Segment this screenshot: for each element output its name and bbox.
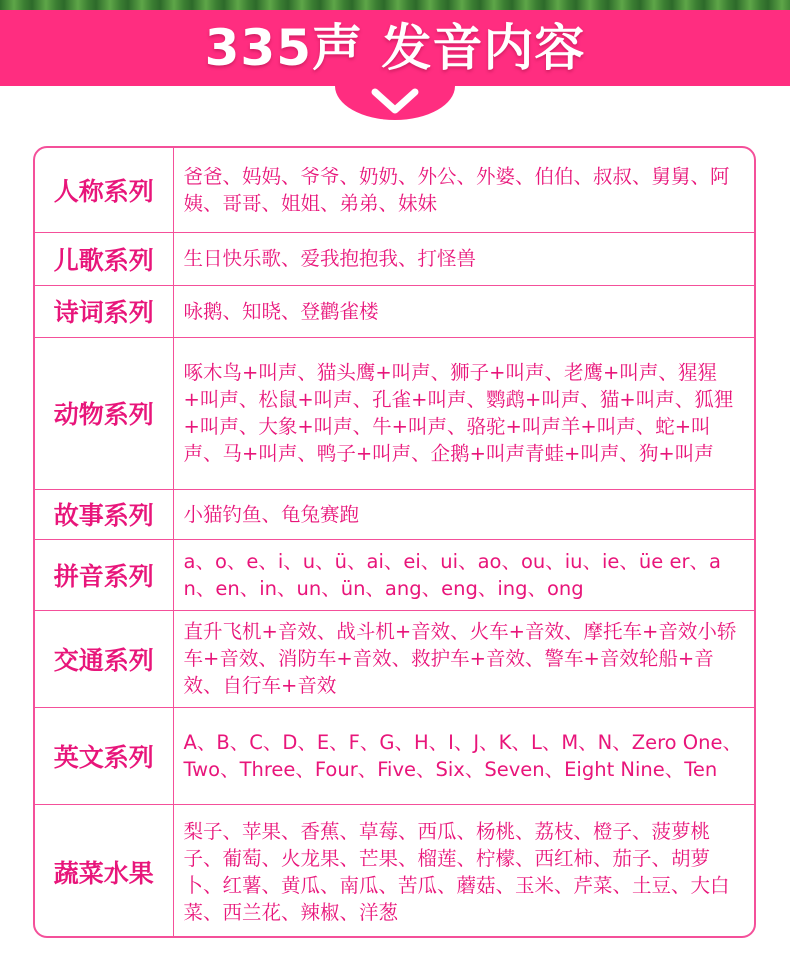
category-content: 梨子、苹果、香蕉、草莓、西瓜、杨桃、荔枝、橙子、菠萝桃子、葡萄、火龙果、芒果、榴莲、柠檬、西红柿、茄子、胡萝卜、红薯、黄瓜、南瓜、苦瓜、蘑菇、玉米、芹菜、土豆、大白菜、西兰花、辣椒、洋葱	[173, 804, 754, 938]
chevron-down-icon	[367, 82, 423, 116]
table-row	[35, 232, 754, 285]
category-content: 咏鹅、知晓、登鹳雀楼	[173, 285, 754, 337]
header-banner	[0, 10, 790, 86]
category-content: 小猫钓鱼、龟兔赛跑	[173, 489, 754, 539]
category-label: 英文系列	[35, 707, 173, 804]
table-row	[35, 285, 754, 337]
table-row	[35, 337, 754, 489]
category-content: 啄木鸟+叫声、猫头鹰+叫声、狮子+叫声、老鹰+叫声、猩猩+叫声、松鼠+叫声、孔雀+叫声、鹦鹉+叫声、猫+叫声、狐狸+叫声、大象+叫声、牛+叫声、骆驼+叫声羊+叫声、蛇+叫声、马+叫声、鸭子+叫声、企鹅+叫声青蛙+叫声、狗+叫声	[173, 337, 754, 489]
table-row	[35, 489, 754, 539]
table-row	[35, 804, 754, 938]
category-label: 拼音系列	[35, 539, 173, 610]
category-content: 直升飞机+音效、战斗机+音效、火车+音效、摩托车+音效小轿车+音效、消防车+音效、救护车+音效、警车+音效轮船+音效、自行车+音效	[173, 610, 754, 707]
category-label: 诗词系列	[35, 285, 173, 337]
category-label: 动物系列	[35, 337, 173, 489]
decorative-grass-strip	[0, 0, 790, 10]
category-content: 生日快乐歌、爱我抱抱我、打怪兽	[173, 232, 754, 285]
table-row	[35, 148, 754, 232]
category-label: 儿歌系列	[35, 232, 173, 285]
category-label: 交通系列	[35, 610, 173, 707]
category-content: a、o、e、i、u、ü、ai、ei、ui、ao、ou、iu、ie、üe er、an、en、in、un、ün、ang、eng、ing、ong	[173, 539, 754, 610]
table-row	[35, 610, 754, 707]
category-label: 故事系列	[35, 489, 173, 539]
category-label: 人称系列	[35, 148, 173, 232]
content-table	[33, 146, 756, 938]
page-title: 335声 发音内容	[204, 19, 586, 77]
table-row	[35, 707, 754, 804]
category-label: 蔬菜水果	[35, 804, 173, 938]
table-row	[35, 539, 754, 610]
category-content: A、B、C、D、E、F、G、H、I、J、K、L、M、N、Zero One、Two、Three、Four、Five、Six、Seven、Eight Nine、Ten	[173, 707, 754, 804]
category-content: 爸爸、妈妈、爷爷、奶奶、外公、外婆、伯伯、叔叔、舅舅、阿姨、哥哥、姐姐、弟弟、妹妹	[173, 148, 754, 232]
